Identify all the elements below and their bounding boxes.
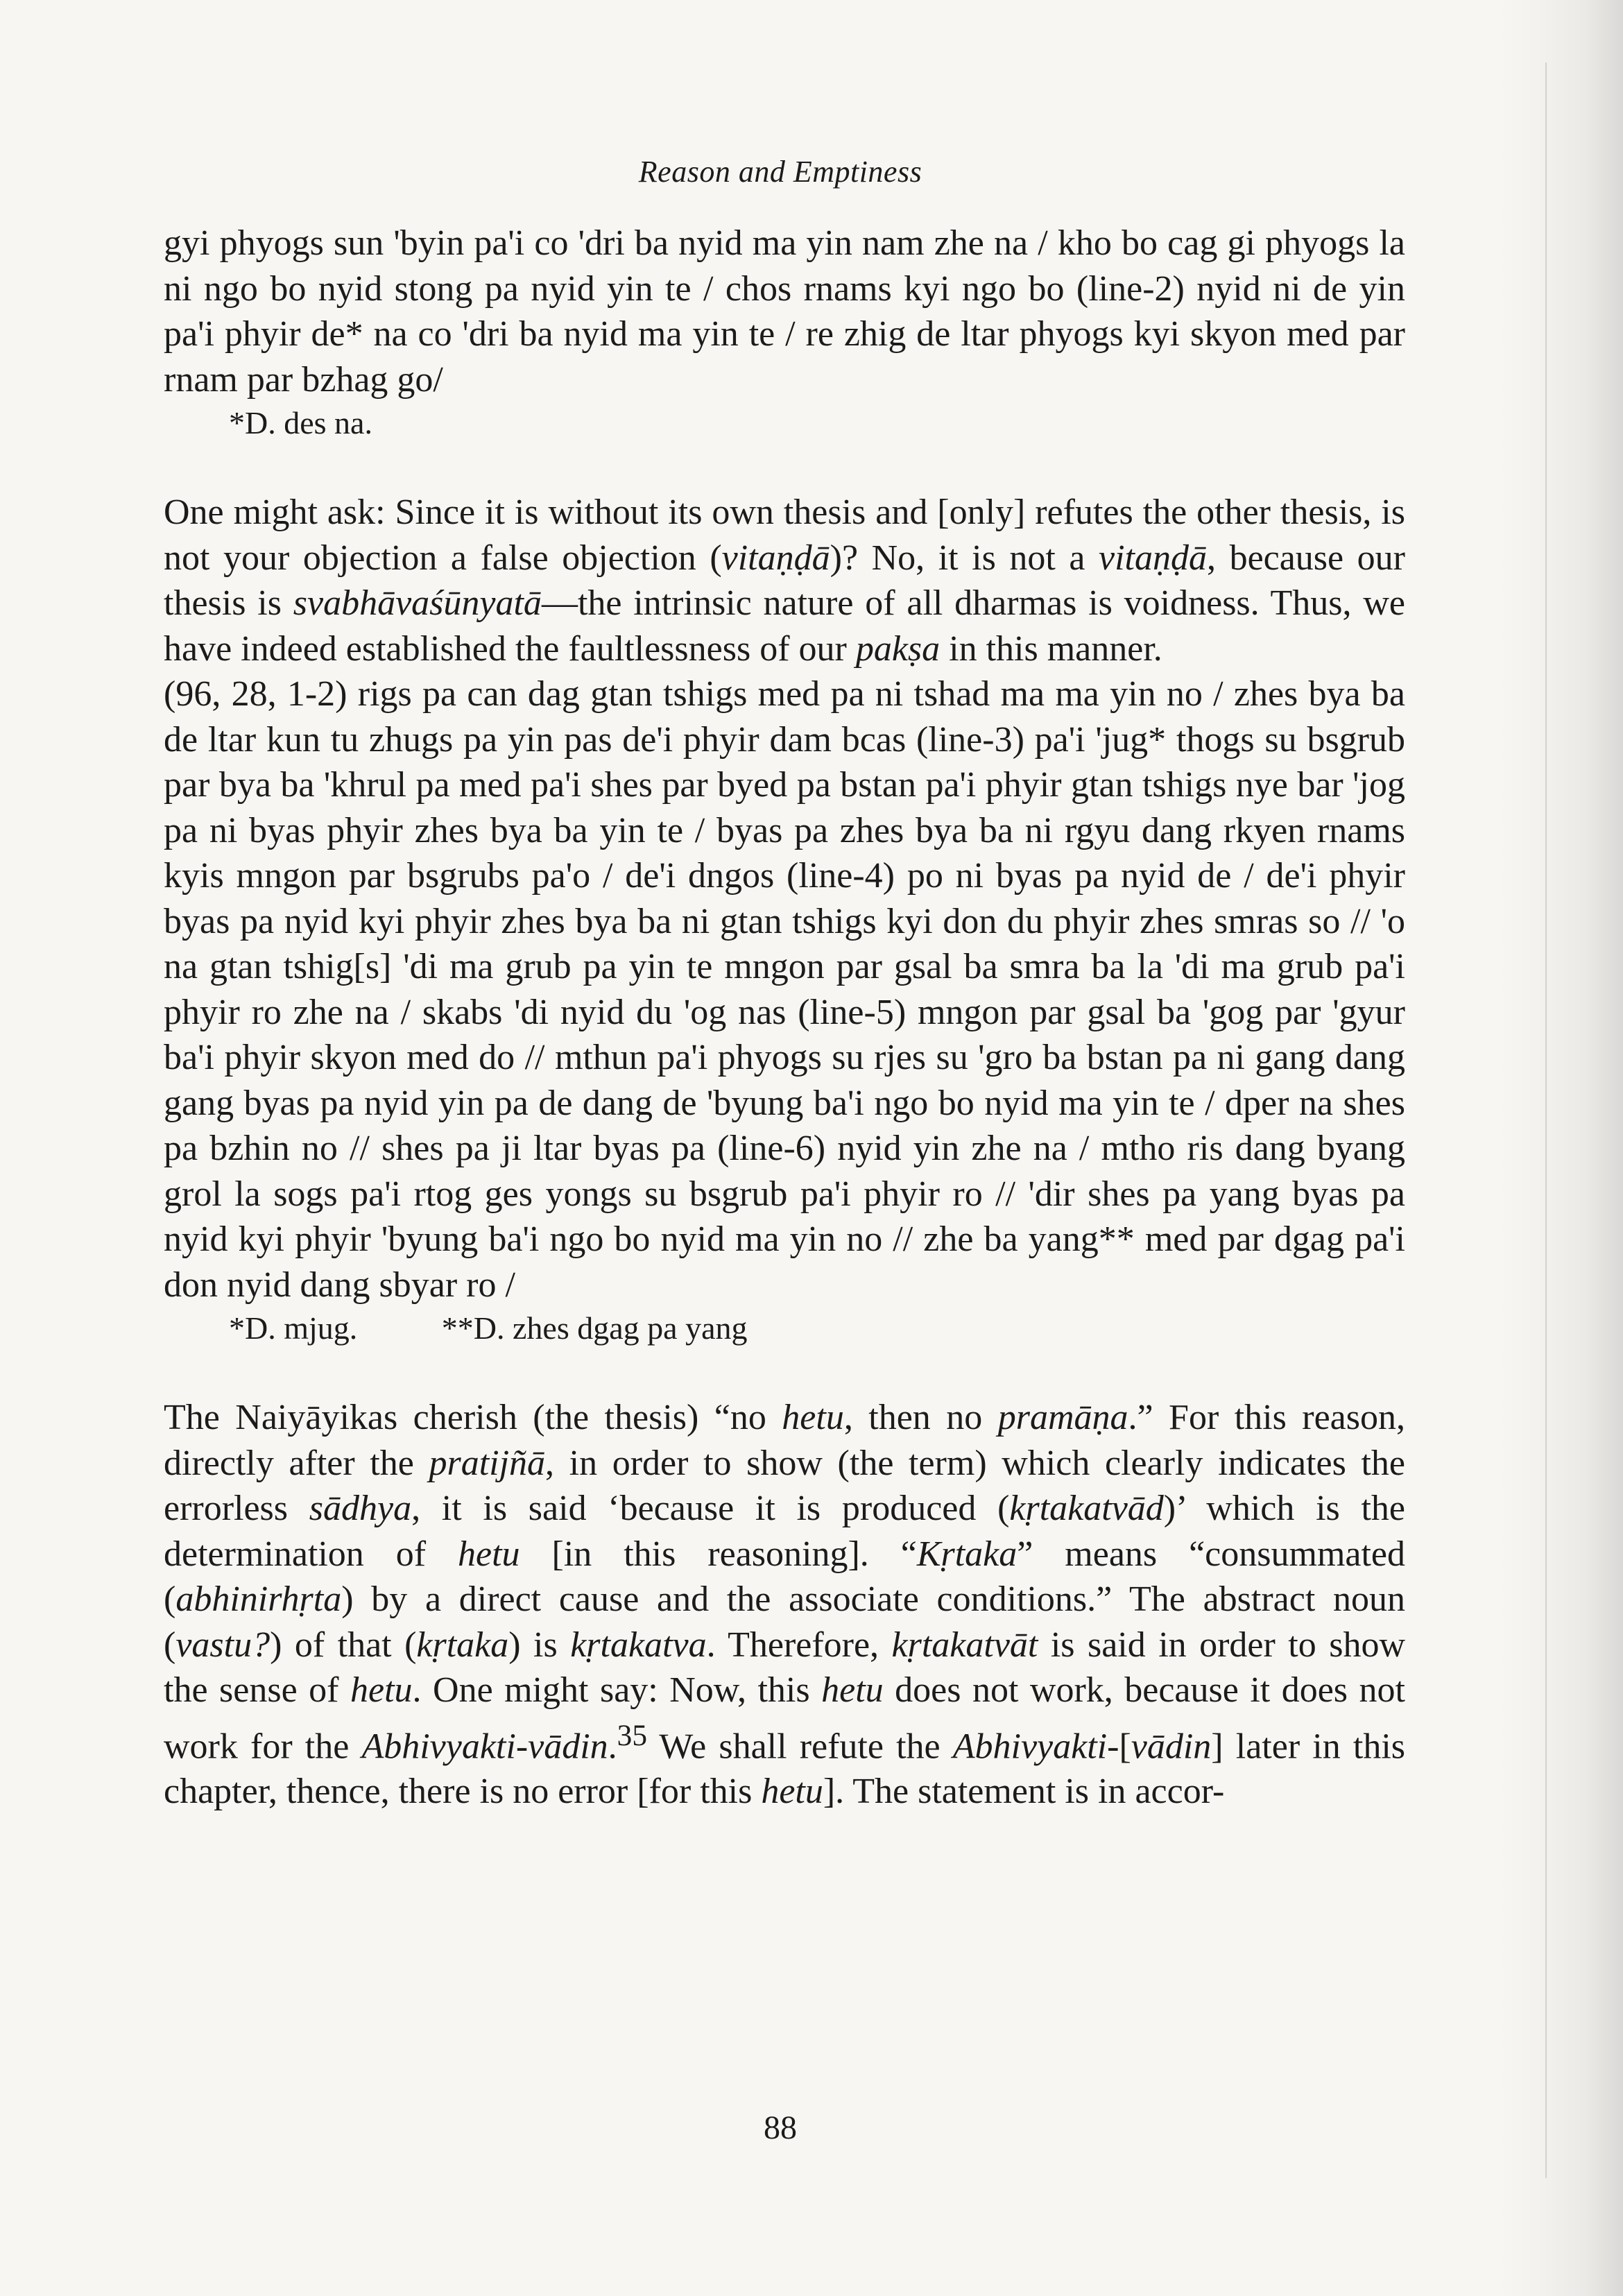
page-body: [164, 221, 1405, 1815]
footnote-1-text: *D. des na.: [229, 405, 372, 440]
english-paragraph-1: One might ask: Since it is without its own thesis and [only] refutes the other thesis, is not your objection a false objection (vitaṇḍā)? No, it is not a vitaṇḍā, because our thesis is svabhāvaśūnyatā—the intrinsic nature of all dharmas is voidness. Thus, we have indeed established the faultlessness of our pakṣa in this manner.: [164, 492, 1405, 669]
footnote-2: [164, 1308, 1405, 1349]
footnote-ref-35: 35: [617, 1718, 647, 1752]
running-title: Reason and Emptiness: [638, 155, 922, 189]
tibetan-passage-1: gyi phyogs sun 'byin pa'i co 'dri ba nyid ma yin nam zhe na / kho bo cag gi phyogs la ni ngo bo nyid stong pa nyid yin te / chos rnams kyi ngo bo (line-2) nyid ni de yin pa'i phyir de* na co 'dri ba nyid ma yin te / re zhig de ltar phyogs kyi skyon med par rnam par bzhag go/: [164, 223, 1405, 400]
english-paragraph-2: The Naiyāyikas cherish (the thesis) “no hetu, then no pramāṇa.” For this reason, directly after the pratijñā, in order to show (the term) which clearly indicates the errorless sādhya, it is said ‘because it is produced (kṛtakatvād)’ which is the determination of hetu [in this reasoning]. “Kṛtaka” means “consummated (abhinirhṛta) by a direct cause and the associate conditions.” The abstract noun (vastu?) of that (kṛtaka) is kṛtakatva. Therefore, kṛtakatvāt is said in order to show the sense of hetu. One might say: Now, this hetu does not work, because it does not work for the Abhivyakti-vādin.$^{35}$ We shall refute the Abhivyakti-[vādin] later in this chapter, thence, there is no error [for this hetu]. The statement is in accor-: [164, 1398, 1406, 1812]
footnote-2a-text: *D. mjug.: [229, 1310, 358, 1346]
tibetan-passage-2: (96, 28, 1-2) rigs pa can dag gtan tshigs med pa ni tshad ma ma yin no / zhes bya ba de ltar kun tu zhugs pa yin pas de'i phyir dam bcas (line-3) pa'i 'jug* thogs su bsgrub par bya ba 'khrul pa med pa'i shes par byed pa bstan pa'i phyir gtan tshigs nye bar 'jog pa ni byas phyir zhes bya ba yin te / byas pa zhes bya ba ni rgyu dang rkyen rnams kyis mngon par bsgrubs pa'o / de'i dngos (line-4) po ni byas pa nyid de / de'i phyir byas pa nyid kyi phyir zhes bya ba ni gtan tshigs kyi don du phyir zhes smras so // 'o na gtan tshig[s] 'di ma grub pa yin te mngon par gsal ba smra ba la 'di ma grub pa'i phyir ro zhe na / skabs 'di nyid du 'og nas (line-5) mngon par gsal ba 'gog par 'gyur ba'i phyir skyon med do // mthun pa'i phyogs su rjes su 'gro ba bstan pa ni gang dang gang byas pa nyid yin pa de dang de 'byung ba'i ngo bo nyid ma yin te / dper na shes pa bzhin no // shes pa ji ltar byas pa (line-6) nyid yin zhe na / mtho ris dang byang grol la sogs pa'i rtog ges yongs su bsgrub pa'i phyir ro // 'dir shes pa yang byas pa nyid kyi phyir 'byung ba'i ngo bo nyid ma yin no // zhe ba yang** med par dgag pa'i don nyid dang sbyar ro /: [164, 674, 1405, 1305]
page-edge-shadow: [1498, 0, 1623, 2296]
page-number: 88: [764, 2109, 797, 2146]
page-edge-line: [1545, 62, 1547, 2178]
footnote-1: [164, 402, 1405, 444]
footnote-2b-text: **D. zhes dgag pa yang: [441, 1310, 748, 1346]
